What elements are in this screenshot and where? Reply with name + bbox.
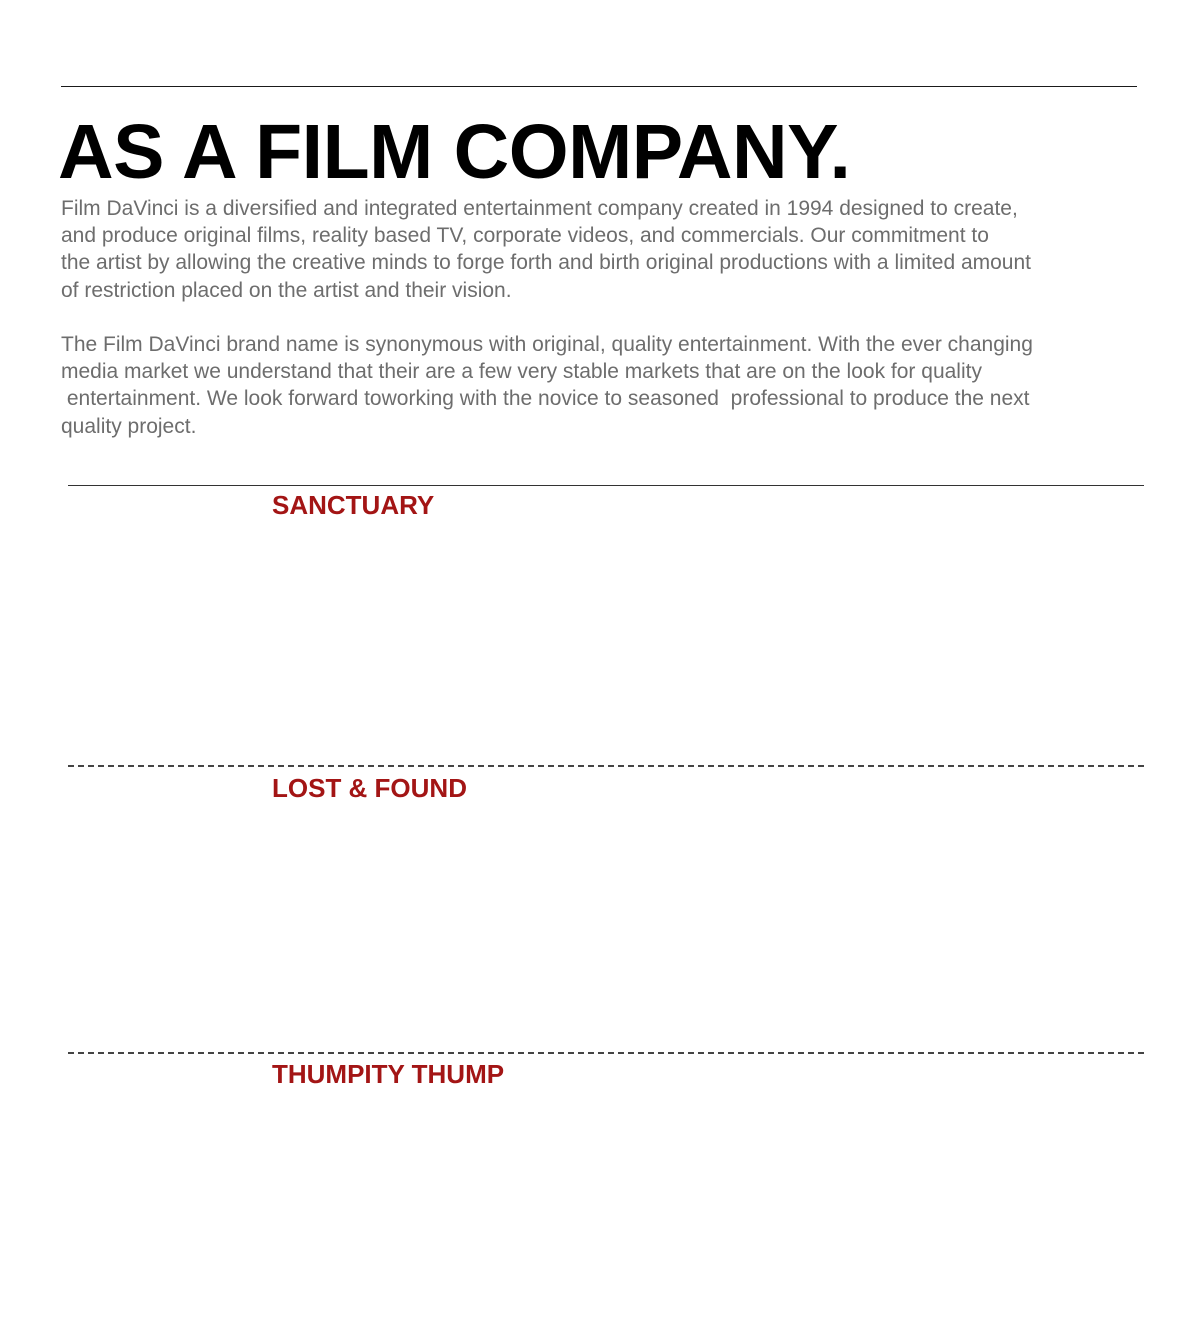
top-divider xyxy=(61,86,1137,87)
project-divider xyxy=(68,765,1144,767)
project-title-sanctuary: SANCTUARY xyxy=(272,490,435,520)
projects-divider xyxy=(68,485,1144,486)
page-headline: AS A FILM COMPANY. xyxy=(58,109,851,195)
intro-paragraph: Film DaVinci is a diversified and integrated entertainment company created in 1994 designed to create, and produce original films, reality based TV, corporate videos, and commercials. Our commitment to the artist by allowing the creative minds to forge forth and birth original productions with a limited amount of restriction placed on the artist and their vision. xyxy=(61,197,1031,302)
project-divider xyxy=(68,1052,1144,1054)
project-title-lost-and-found: LOST & FOUND xyxy=(272,773,467,803)
intro-paragraph: The Film DaVinci brand name is synonymous with original, quality entertainment. With the ever changing media market we understand that their are a few very stable markets that are on the look for quality entertainment. We look forward toworking with the novice to seasoned professional to produce the next quality project. xyxy=(61,333,1033,438)
project-title-thumpity-thump: THUMPITY THUMP xyxy=(272,1059,505,1089)
intro-text xyxy=(61,195,1141,440)
